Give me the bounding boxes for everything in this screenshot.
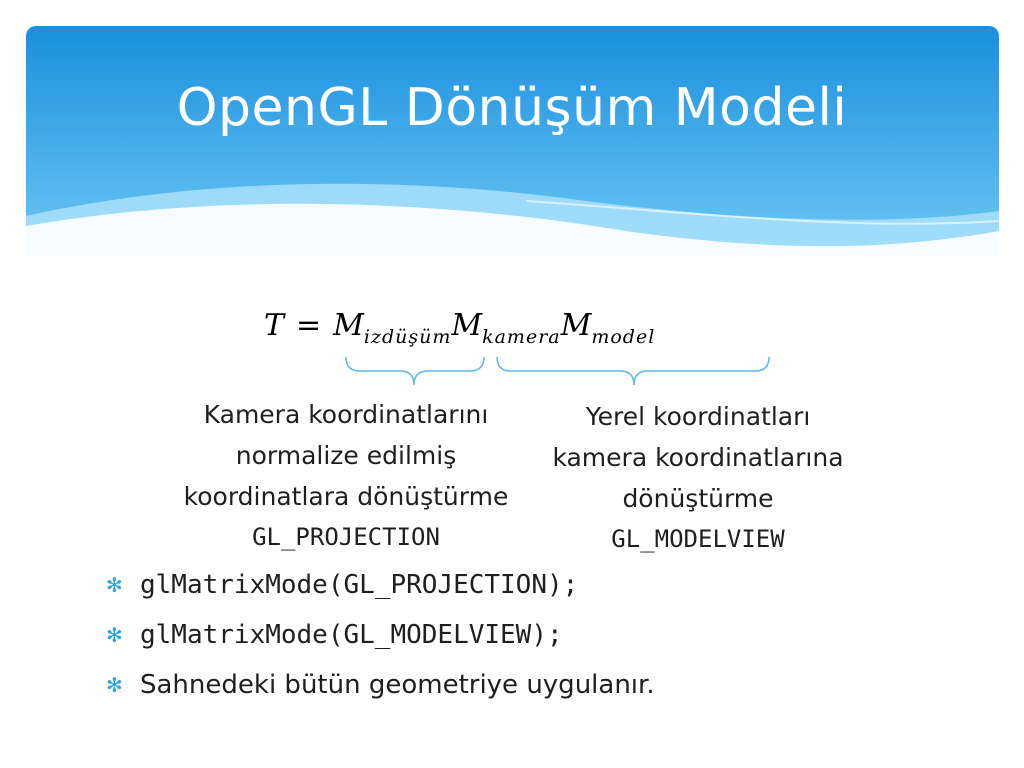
bullet-text: glMatrixMode(GL_MODELVIEW); [140, 620, 563, 650]
projection-caption-code: GL_PROJECTION [252, 523, 440, 551]
modelview-caption-line1: Yerel koordinatları [585, 402, 811, 431]
formula-lhs: T [264, 308, 285, 343]
list-item [106, 660, 655, 710]
formula-sub-model: model [591, 326, 656, 348]
formula-equals: = [296, 308, 322, 343]
modelview-caption [520, 396, 876, 560]
projection-caption-line2: normalize edilmiş [235, 441, 457, 470]
formula-m-camera: M [451, 308, 483, 343]
asterisk-bullet-icon: ✻ [106, 674, 123, 697]
modelview-caption-line2: kamera koordinatlarına [552, 443, 844, 472]
formula-sub-camera: kamera [482, 326, 561, 348]
asterisk-bullet-icon: ✻ [106, 624, 123, 647]
slide-title: OpenGL Dönüşüm Modeli [176, 78, 848, 138]
projection-caption-line3: koordinatlara dönüştürme [183, 482, 509, 511]
projection-caption [150, 394, 542, 558]
bullet-list [106, 560, 655, 710]
list-item [106, 560, 655, 610]
modelview-caption-line3: dönüştürme [622, 484, 774, 513]
modelview-underbrace [497, 357, 769, 385]
projection-caption-line1: Kamera koordinatlarını [203, 400, 489, 429]
asterisk-bullet-icon: ✻ [106, 574, 123, 597]
modelview-caption-code: GL_MODELVIEW [611, 525, 785, 553]
bullet-text: glMatrixMode(GL_PROJECTION); [140, 570, 579, 600]
list-item [106, 610, 655, 660]
bullet-text: Sahnedeki bütün geometriye uygulanır. [140, 670, 655, 700]
formula-m-model: M [560, 308, 592, 343]
formula-sub-projection: izdüşüm [363, 326, 452, 348]
projection-underbrace [346, 357, 484, 385]
formula-m-projection: M [333, 308, 364, 343]
